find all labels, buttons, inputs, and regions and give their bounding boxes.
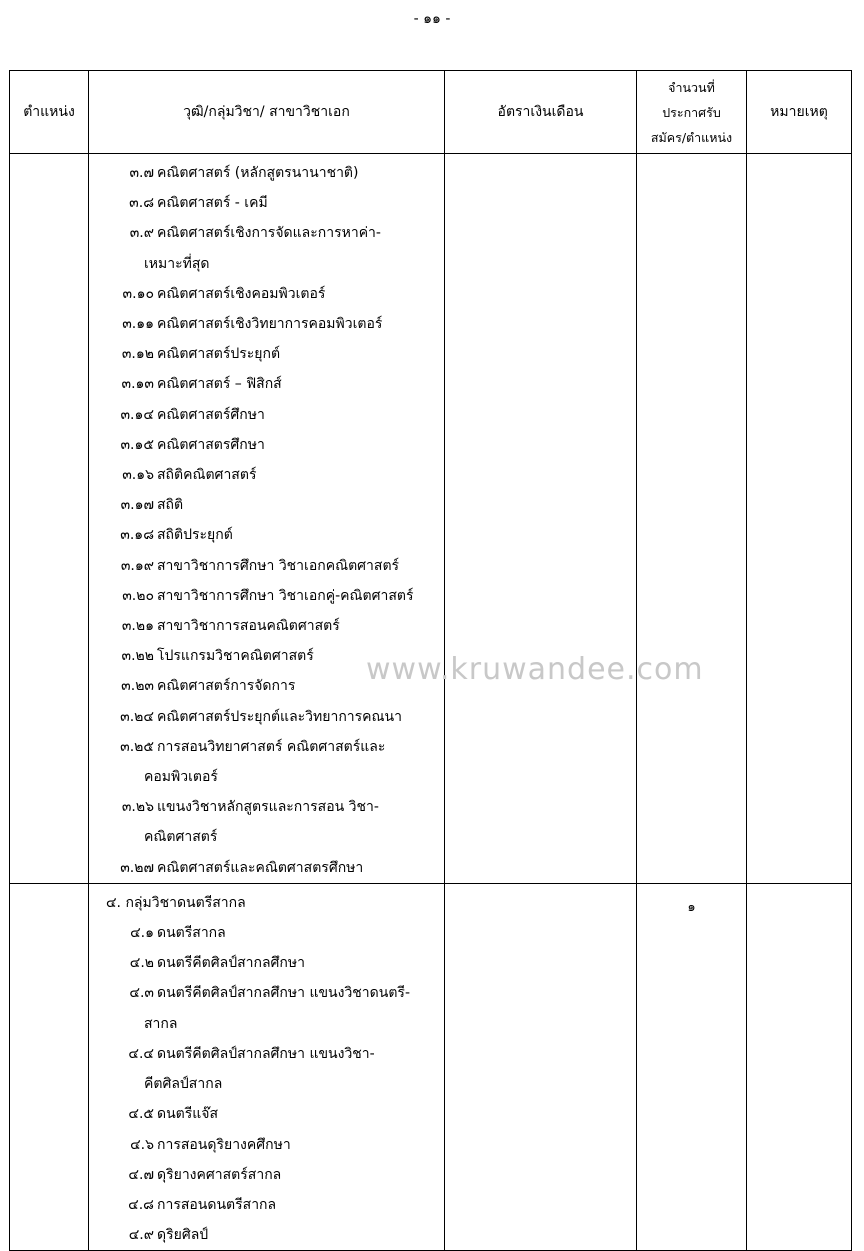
item-text: สาขาวิชาการศึกษา วิชาเอกคู่-คณิตศาสตร์ (157, 587, 414, 604)
item-number: ๔.๓ (129, 985, 154, 1002)
item-number: ๓.๑๔ (120, 406, 154, 423)
cell-degree-list (89, 154, 445, 884)
item-text: การสอนดุริยางคศึกษา (157, 1136, 291, 1153)
list-item (89, 551, 444, 581)
item-number: ๓.๘ (129, 195, 154, 212)
cell-position (10, 154, 89, 884)
item-text: คณิตศาสตร์ – ฟิสิกส์ (157, 376, 282, 393)
list-item (89, 702, 444, 732)
item-number: ๔.๘ (128, 1196, 154, 1213)
header-position: ตำแหน่ง (10, 71, 89, 154)
list-item (89, 581, 444, 611)
list-item (89, 918, 444, 948)
item-number: ๓.๒๒ (121, 648, 154, 665)
item-number: ๓.๒๑ (121, 618, 154, 635)
list-item (89, 158, 444, 188)
list-item (89, 732, 444, 762)
list-item (89, 1039, 444, 1069)
item-text-continuation: คีตศิลป์สากล (144, 1076, 223, 1093)
group4-title (89, 888, 444, 918)
item-text: ดนตรีสากล (157, 925, 226, 942)
item-text: การสอนดนตรีสากล (157, 1196, 277, 1213)
list-item (89, 1130, 444, 1160)
item-number: ๓.๑๖ (122, 467, 154, 484)
list-item (89, 1220, 444, 1250)
item-number: ๓.๑๕ (120, 436, 154, 453)
header-count-line3: สมัคร/ตำแหน่ง (650, 129, 733, 145)
item-number: ๔.๖ (130, 1136, 154, 1153)
item-text: คณิตศาสตร์เชิงการจัดและการหาค่า- (157, 225, 381, 242)
group4-list (89, 884, 444, 1250)
item-number: ๓.๒๗ (120, 859, 154, 876)
cell-degree-list (89, 883, 445, 1250)
item-text: การสอนวิทยาศาสตร์ คณิตศาสตร์และ (157, 738, 386, 755)
item-number: ๓.๑๗ (120, 497, 154, 514)
group4-title-no: ๔. (105, 894, 121, 911)
list-item (89, 611, 444, 641)
item-number: ๓.๒๓ (121, 678, 154, 695)
item-text: สถิติคณิตศาสตร์ (157, 467, 257, 484)
cell-position (10, 883, 89, 1250)
item-text: ดุริยางคศาสตร์สากล (157, 1166, 282, 1183)
header-count (637, 71, 747, 154)
list-item (89, 218, 444, 248)
item-text: คณิตศาสตร์ - เคมี (157, 195, 268, 212)
list-item (89, 1099, 444, 1129)
item-text: โปรแกรมวิชาคณิตศาสตร์ (157, 648, 314, 665)
item-number: ๓.๒๐ (122, 587, 154, 604)
item-number: ๓.๙ (129, 225, 154, 242)
cell-count (637, 883, 747, 1250)
list-item (89, 430, 444, 460)
item-number: ๓.๑๒ (121, 346, 154, 363)
item-text: คณิตศาสตร์ประยุกต์และวิทยาการคณนา (157, 708, 402, 725)
header-count-line1: จำนวนที่ (668, 79, 715, 95)
item-number: ๔.๔ (128, 1045, 154, 1062)
item-number: ๓.๒๔ (120, 708, 154, 725)
list-item (89, 188, 444, 218)
list-item (89, 460, 444, 490)
item-text-continuation: สากล (144, 1015, 178, 1032)
item-text: คณิตศาสตร์เชิงคอมพิวเตอร์ (157, 285, 326, 302)
list-item (89, 1160, 444, 1190)
item-number: ๓.๒๖ (121, 799, 154, 816)
item-number: ๔.๙ (128, 1227, 154, 1244)
item-text: สาขาวิชาการศึกษา วิชาเอกคณิตศาสตร์ (157, 557, 400, 574)
list-item (89, 853, 444, 883)
item-text: สถิติ (157, 497, 184, 514)
list-item (89, 490, 444, 520)
group4-count: ๑ (687, 899, 696, 915)
cell-remark (747, 154, 852, 884)
item-text-continuation: คอมพิวเตอร์ (144, 769, 218, 786)
item-text: ดนตรีคีตศิลป์สากลศึกษา แขนงวิชา- (157, 1045, 375, 1062)
item-text: คณิตศาสตร์การจัดการ (157, 678, 296, 695)
table-row-group3 (10, 154, 852, 884)
item-number: ๓.๑๐ (122, 285, 154, 302)
header-count-line2: ประกาศรับ (662, 104, 721, 120)
item-text: สถิติประยุกต์ (157, 527, 233, 544)
header-remark: หมายเหตุ (747, 71, 852, 154)
item-text: คณิตศาสตรศึกษา (157, 436, 265, 453)
list-item (89, 978, 444, 1008)
item-number: ๔.๑ (130, 925, 154, 942)
item-number: ๓.๑๓ (121, 376, 154, 393)
item-number: ๔.๒ (129, 955, 154, 972)
item-text-continuation: เหมาะที่สุด (144, 255, 210, 272)
header-salary: อัตราเงินเดือน (445, 71, 637, 154)
list-item (89, 1190, 444, 1220)
list-item (89, 520, 444, 550)
cell-count (637, 154, 747, 884)
cell-remark (747, 883, 852, 1250)
list-item (89, 948, 444, 978)
item-text: สาขาวิชาการสอนคณิตศาสตร์ (157, 618, 340, 635)
item-number: ๓.๗ (129, 165, 154, 181)
cell-salary (445, 883, 637, 1250)
group3-list (89, 154, 444, 883)
table-row-group4 (10, 883, 852, 1250)
item-text: คณิตศาสตร์เชิงวิทยาการคอมพิวเตอร์ (157, 316, 383, 333)
item-text: ดนตรีคีตศิลป์สากลศึกษา (157, 955, 305, 972)
page-number: - ๑๑ - (413, 11, 451, 27)
item-number: ๓.๑๙ (120, 557, 154, 574)
item-text: แขนงวิชาหลักสูตรและการสอน วิชา- (157, 799, 379, 816)
item-number: ๓.๒๕ (120, 738, 154, 755)
item-text: ดุริยศิลป์ (157, 1227, 209, 1244)
item-number: ๔.๕ (128, 1106, 154, 1123)
item-number: ๔.๗ (128, 1166, 154, 1183)
header-degree: วุฒิ/กลุ่มวิชา/ สาขาวิชาเอก (89, 71, 445, 154)
item-text: คณิตศาสตร์ศึกษา (157, 406, 265, 423)
item-text: คณิตศาสตร์ประยุกต์ (157, 346, 281, 363)
item-text: คณิตศาสตร์และคณิตศาสตรศึกษา (157, 859, 364, 876)
list-item (89, 792, 444, 822)
list-item (89, 400, 444, 430)
group4-title-text: กลุ่มวิชาดนตรีสากล (125, 894, 246, 911)
watermark: www.kruwandee.com (366, 652, 704, 687)
list-item (89, 309, 444, 339)
table-header-row (10, 71, 852, 154)
item-text: คณิตศาสตร์ (หลักสูตรนานาชาติ) (157, 165, 359, 181)
list-item (89, 279, 444, 309)
item-number: ๓.๑๑ (122, 316, 154, 333)
list-item (89, 369, 444, 399)
item-number: ๓.๑๘ (120, 527, 154, 544)
cell-salary (445, 154, 637, 884)
list-item (89, 339, 444, 369)
item-text: ดนตรีคีตศิลป์สากลศึกษา แขนงวิชาดนตรี- (157, 985, 410, 1002)
item-text: ดนตรีแจ๊ส (157, 1106, 219, 1123)
item-text-continuation: คณิตศาสตร์ (144, 829, 218, 846)
